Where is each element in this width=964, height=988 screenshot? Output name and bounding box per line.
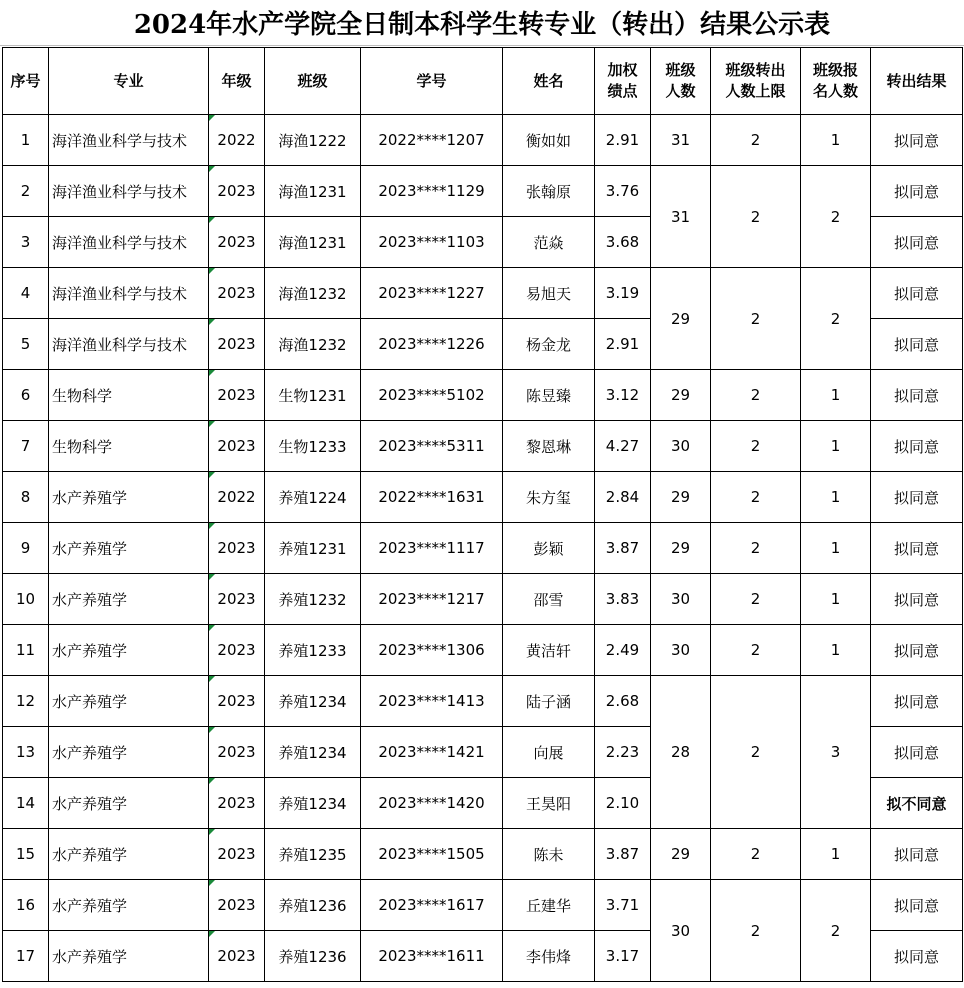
header-class: 班级 (265, 48, 361, 115)
class-size-cell: 29 (651, 370, 711, 421)
table-row (3, 880, 963, 931)
result-cell: 拟同意 (871, 166, 963, 217)
class-size-cell: 30 (651, 625, 711, 676)
gpa-cell: 3.12 (595, 370, 651, 421)
major-cell: 水产养殖学 (49, 574, 209, 625)
seq-cell: 16 (3, 880, 49, 931)
student-id-cell: 2023****1306 (361, 625, 503, 676)
seq-cell: 12 (3, 676, 49, 727)
name-cell: 杨金龙 (503, 319, 595, 370)
result-cell: 拟同意 (871, 880, 963, 931)
table-row (3, 625, 963, 676)
seq-cell: 6 (3, 370, 49, 421)
seq-cell: 8 (3, 472, 49, 523)
grade-cell: 2023 (209, 778, 265, 829)
seq-cell: 3 (3, 217, 49, 268)
name-cell: 向展 (503, 727, 595, 778)
gpa-cell: 2.91 (595, 115, 651, 166)
table-row (3, 421, 963, 472)
grade-cell: 2022 (209, 472, 265, 523)
class-cell: 海渔1232 (265, 268, 361, 319)
major-cell: 水产养殖学 (49, 727, 209, 778)
gpa-cell: 2.23 (595, 727, 651, 778)
gpa-cell: 3.19 (595, 268, 651, 319)
header-transfer-limit (711, 48, 801, 115)
major-cell: 海洋渔业科学与技术 (49, 217, 209, 268)
name-cell: 易旭天 (503, 268, 595, 319)
major-cell: 水产养殖学 (49, 829, 209, 880)
header-name: 姓名 (503, 48, 595, 115)
table-row (3, 268, 963, 319)
name-cell: 彭颖 (503, 523, 595, 574)
result-cell: 拟同意 (871, 523, 963, 574)
applicants-cell: 1 (801, 625, 871, 676)
grade-cell: 2023 (209, 523, 265, 574)
student-id-cell: 2023****1617 (361, 880, 503, 931)
seq-cell: 11 (3, 625, 49, 676)
grade-cell: 2023 (209, 268, 265, 319)
header-transfer-limit-line1: 班级转出 (725, 61, 786, 79)
class-cell: 养殖1231 (265, 523, 361, 574)
student-id-cell: 2023****1227 (361, 268, 503, 319)
gpa-cell: 3.83 (595, 574, 651, 625)
name-cell: 邵雪 (503, 574, 595, 625)
major-cell: 海洋渔业科学与技术 (49, 166, 209, 217)
grade-cell: 2023 (209, 676, 265, 727)
class-size-cell: 30 (651, 421, 711, 472)
seq-cell: 13 (3, 727, 49, 778)
table-row (3, 829, 963, 880)
result-cell: 拟同意 (871, 625, 963, 676)
major-cell: 水产养殖学 (49, 880, 209, 931)
student-id-cell: 2023****1117 (361, 523, 503, 574)
gpa-cell: 2.91 (595, 319, 651, 370)
grade-cell: 2023 (209, 880, 265, 931)
class-size-cell: 31 (651, 115, 711, 166)
student-id-cell: 2023****1420 (361, 778, 503, 829)
seq-cell: 2 (3, 166, 49, 217)
table-row (3, 574, 963, 625)
header-major: 专业 (49, 48, 209, 115)
class-cell: 生物1233 (265, 421, 361, 472)
student-id-cell: 2023****1413 (361, 676, 503, 727)
applicants-cell: 1 (801, 370, 871, 421)
grade-cell: 2023 (209, 829, 265, 880)
name-cell: 衡如如 (503, 115, 595, 166)
class-cell: 养殖1234 (265, 676, 361, 727)
table-row (3, 523, 963, 574)
header-applicants-line1: 班级报 (812, 61, 858, 79)
gpa-cell: 2.68 (595, 676, 651, 727)
applicants-cell: 2 (801, 880, 871, 982)
student-id-cell: 2023****5102 (361, 370, 503, 421)
result-cell: 拟同意 (871, 115, 963, 166)
grade-cell: 2022 (209, 115, 265, 166)
student-id-cell: 2023****1421 (361, 727, 503, 778)
class-size-cell: 29 (651, 472, 711, 523)
header-class-size-line2: 人数 (665, 82, 696, 100)
transfer-limit-cell: 2 (711, 625, 801, 676)
gpa-cell: 2.10 (595, 778, 651, 829)
header-transfer-limit-line2: 人数上限 (725, 82, 786, 100)
results-table (2, 47, 963, 982)
gpa-cell: 3.71 (595, 880, 651, 931)
seq-cell: 17 (3, 931, 49, 982)
gpa-cell: 3.68 (595, 217, 651, 268)
class-cell: 海渔1222 (265, 115, 361, 166)
seq-cell: 14 (3, 778, 49, 829)
student-id-cell: 2023****1103 (361, 217, 503, 268)
class-cell: 海渔1232 (265, 319, 361, 370)
student-id-cell: 2022****1207 (361, 115, 503, 166)
result-cell: 拟同意 (871, 727, 963, 778)
class-size-cell: 30 (651, 880, 711, 982)
transfer-limit-cell: 2 (711, 268, 801, 370)
gpa-cell: 3.76 (595, 166, 651, 217)
applicants-cell: 1 (801, 574, 871, 625)
grade-cell: 2023 (209, 370, 265, 421)
transfer-limit-cell: 2 (711, 676, 801, 829)
result-cell: 拟同意 (871, 829, 963, 880)
gpa-cell: 2.84 (595, 472, 651, 523)
table-row (3, 472, 963, 523)
major-cell: 水产养殖学 (49, 625, 209, 676)
class-size-cell: 30 (651, 574, 711, 625)
applicants-cell: 1 (801, 421, 871, 472)
result-cell: 拟同意 (871, 319, 963, 370)
applicants-cell: 1 (801, 115, 871, 166)
applicants-cell: 1 (801, 829, 871, 880)
applicants-cell: 2 (801, 166, 871, 268)
header-applicants-line2: 名人数 (812, 82, 858, 100)
applicants-cell: 3 (801, 676, 871, 829)
result-cell: 拟同意 (871, 370, 963, 421)
name-cell: 陆子涵 (503, 676, 595, 727)
class-cell: 海渔1231 (265, 166, 361, 217)
class-size-cell: 29 (651, 268, 711, 370)
name-cell: 丘建华 (503, 880, 595, 931)
table-row (3, 115, 963, 166)
name-cell: 范焱 (503, 217, 595, 268)
class-cell: 养殖1234 (265, 778, 361, 829)
table-row (3, 166, 963, 217)
student-id-cell: 2023****1217 (361, 574, 503, 625)
grade-cell: 2023 (209, 166, 265, 217)
seq-cell: 15 (3, 829, 49, 880)
grade-cell: 2023 (209, 421, 265, 472)
student-id-cell: 2023****1505 (361, 829, 503, 880)
transfer-limit-cell: 2 (711, 880, 801, 982)
table-row (3, 676, 963, 727)
student-id-cell: 2023****5311 (361, 421, 503, 472)
major-cell: 水产养殖学 (49, 523, 209, 574)
gpa-cell: 3.17 (595, 931, 651, 982)
grade-cell: 2023 (209, 217, 265, 268)
result-cell: 拟不同意 (871, 778, 963, 829)
name-cell: 黄洁轩 (503, 625, 595, 676)
header-seq: 序号 (3, 48, 49, 115)
grade-cell: 2023 (209, 319, 265, 370)
grade-cell: 2023 (209, 727, 265, 778)
name-cell: 陈昱臻 (503, 370, 595, 421)
major-cell: 生物科学 (49, 421, 209, 472)
class-cell: 养殖1235 (265, 829, 361, 880)
class-size-cell: 28 (651, 676, 711, 829)
class-size-cell: 31 (651, 166, 711, 268)
name-cell: 陈未 (503, 829, 595, 880)
class-cell: 养殖1236 (265, 880, 361, 931)
result-cell: 拟同意 (871, 931, 963, 982)
class-cell: 养殖1232 (265, 574, 361, 625)
class-cell: 养殖1234 (265, 727, 361, 778)
name-cell: 黎恩琳 (503, 421, 595, 472)
transfer-limit-cell: 2 (711, 523, 801, 574)
transfer-limit-cell: 2 (711, 829, 801, 880)
class-size-cell: 29 (651, 829, 711, 880)
name-cell: 张翰原 (503, 166, 595, 217)
class-cell: 养殖1233 (265, 625, 361, 676)
seq-cell: 7 (3, 421, 49, 472)
header-result: 转出结果 (871, 48, 963, 115)
seq-cell: 10 (3, 574, 49, 625)
result-cell: 拟同意 (871, 676, 963, 727)
student-id-cell: 2023****1611 (361, 931, 503, 982)
transfer-limit-cell: 2 (711, 115, 801, 166)
applicants-cell: 2 (801, 268, 871, 370)
result-cell: 拟同意 (871, 472, 963, 523)
seq-cell: 4 (3, 268, 49, 319)
seq-cell: 1 (3, 115, 49, 166)
seq-cell: 5 (3, 319, 49, 370)
major-cell: 水产养殖学 (49, 778, 209, 829)
name-cell: 李伟烽 (503, 931, 595, 982)
class-cell: 生物1231 (265, 370, 361, 421)
student-id-cell: 2023****1226 (361, 319, 503, 370)
grade-cell: 2023 (209, 625, 265, 676)
gpa-cell: 3.87 (595, 523, 651, 574)
header-row (3, 48, 963, 115)
name-cell: 王昊阳 (503, 778, 595, 829)
header-class-size (651, 48, 711, 115)
header-gpa-line2: 绩点 (607, 82, 638, 100)
major-cell: 海洋渔业科学与技术 (49, 319, 209, 370)
header-applicants (801, 48, 871, 115)
major-cell: 水产养殖学 (49, 676, 209, 727)
student-id-cell: 2023****1129 (361, 166, 503, 217)
header-class-size-line1: 班级 (665, 61, 696, 79)
major-cell: 水产养殖学 (49, 931, 209, 982)
transfer-limit-cell: 2 (711, 370, 801, 421)
gpa-cell: 2.49 (595, 625, 651, 676)
class-cell: 养殖1236 (265, 931, 361, 982)
header-student-id: 学号 (361, 48, 503, 115)
transfer-limit-cell: 2 (711, 166, 801, 268)
result-cell: 拟同意 (871, 574, 963, 625)
applicants-cell: 1 (801, 472, 871, 523)
gpa-cell: 3.87 (595, 829, 651, 880)
transfer-limit-cell: 2 (711, 574, 801, 625)
name-cell: 朱方玺 (503, 472, 595, 523)
class-cell: 养殖1224 (265, 472, 361, 523)
seq-cell: 9 (3, 523, 49, 574)
class-size-cell: 29 (651, 523, 711, 574)
major-cell: 海洋渔业科学与技术 (49, 115, 209, 166)
grade-cell: 2023 (209, 931, 265, 982)
header-gpa-line1: 加权 (607, 61, 638, 79)
page-title: 2024年水产学院全日制本科学生转专业（转出）结果公示表 (0, 0, 964, 46)
header-gpa (595, 48, 651, 115)
transfer-limit-cell: 2 (711, 421, 801, 472)
major-cell: 生物科学 (49, 370, 209, 421)
result-cell: 拟同意 (871, 268, 963, 319)
student-id-cell: 2022****1631 (361, 472, 503, 523)
major-cell: 海洋渔业科学与技术 (49, 268, 209, 319)
grade-cell: 2023 (209, 574, 265, 625)
major-cell: 水产养殖学 (49, 472, 209, 523)
gpa-cell: 4.27 (595, 421, 651, 472)
transfer-limit-cell: 2 (711, 472, 801, 523)
header-grade: 年级 (209, 48, 265, 115)
result-cell: 拟同意 (871, 421, 963, 472)
class-cell: 海渔1231 (265, 217, 361, 268)
applicants-cell: 1 (801, 523, 871, 574)
result-cell: 拟同意 (871, 217, 963, 268)
table-row (3, 370, 963, 421)
